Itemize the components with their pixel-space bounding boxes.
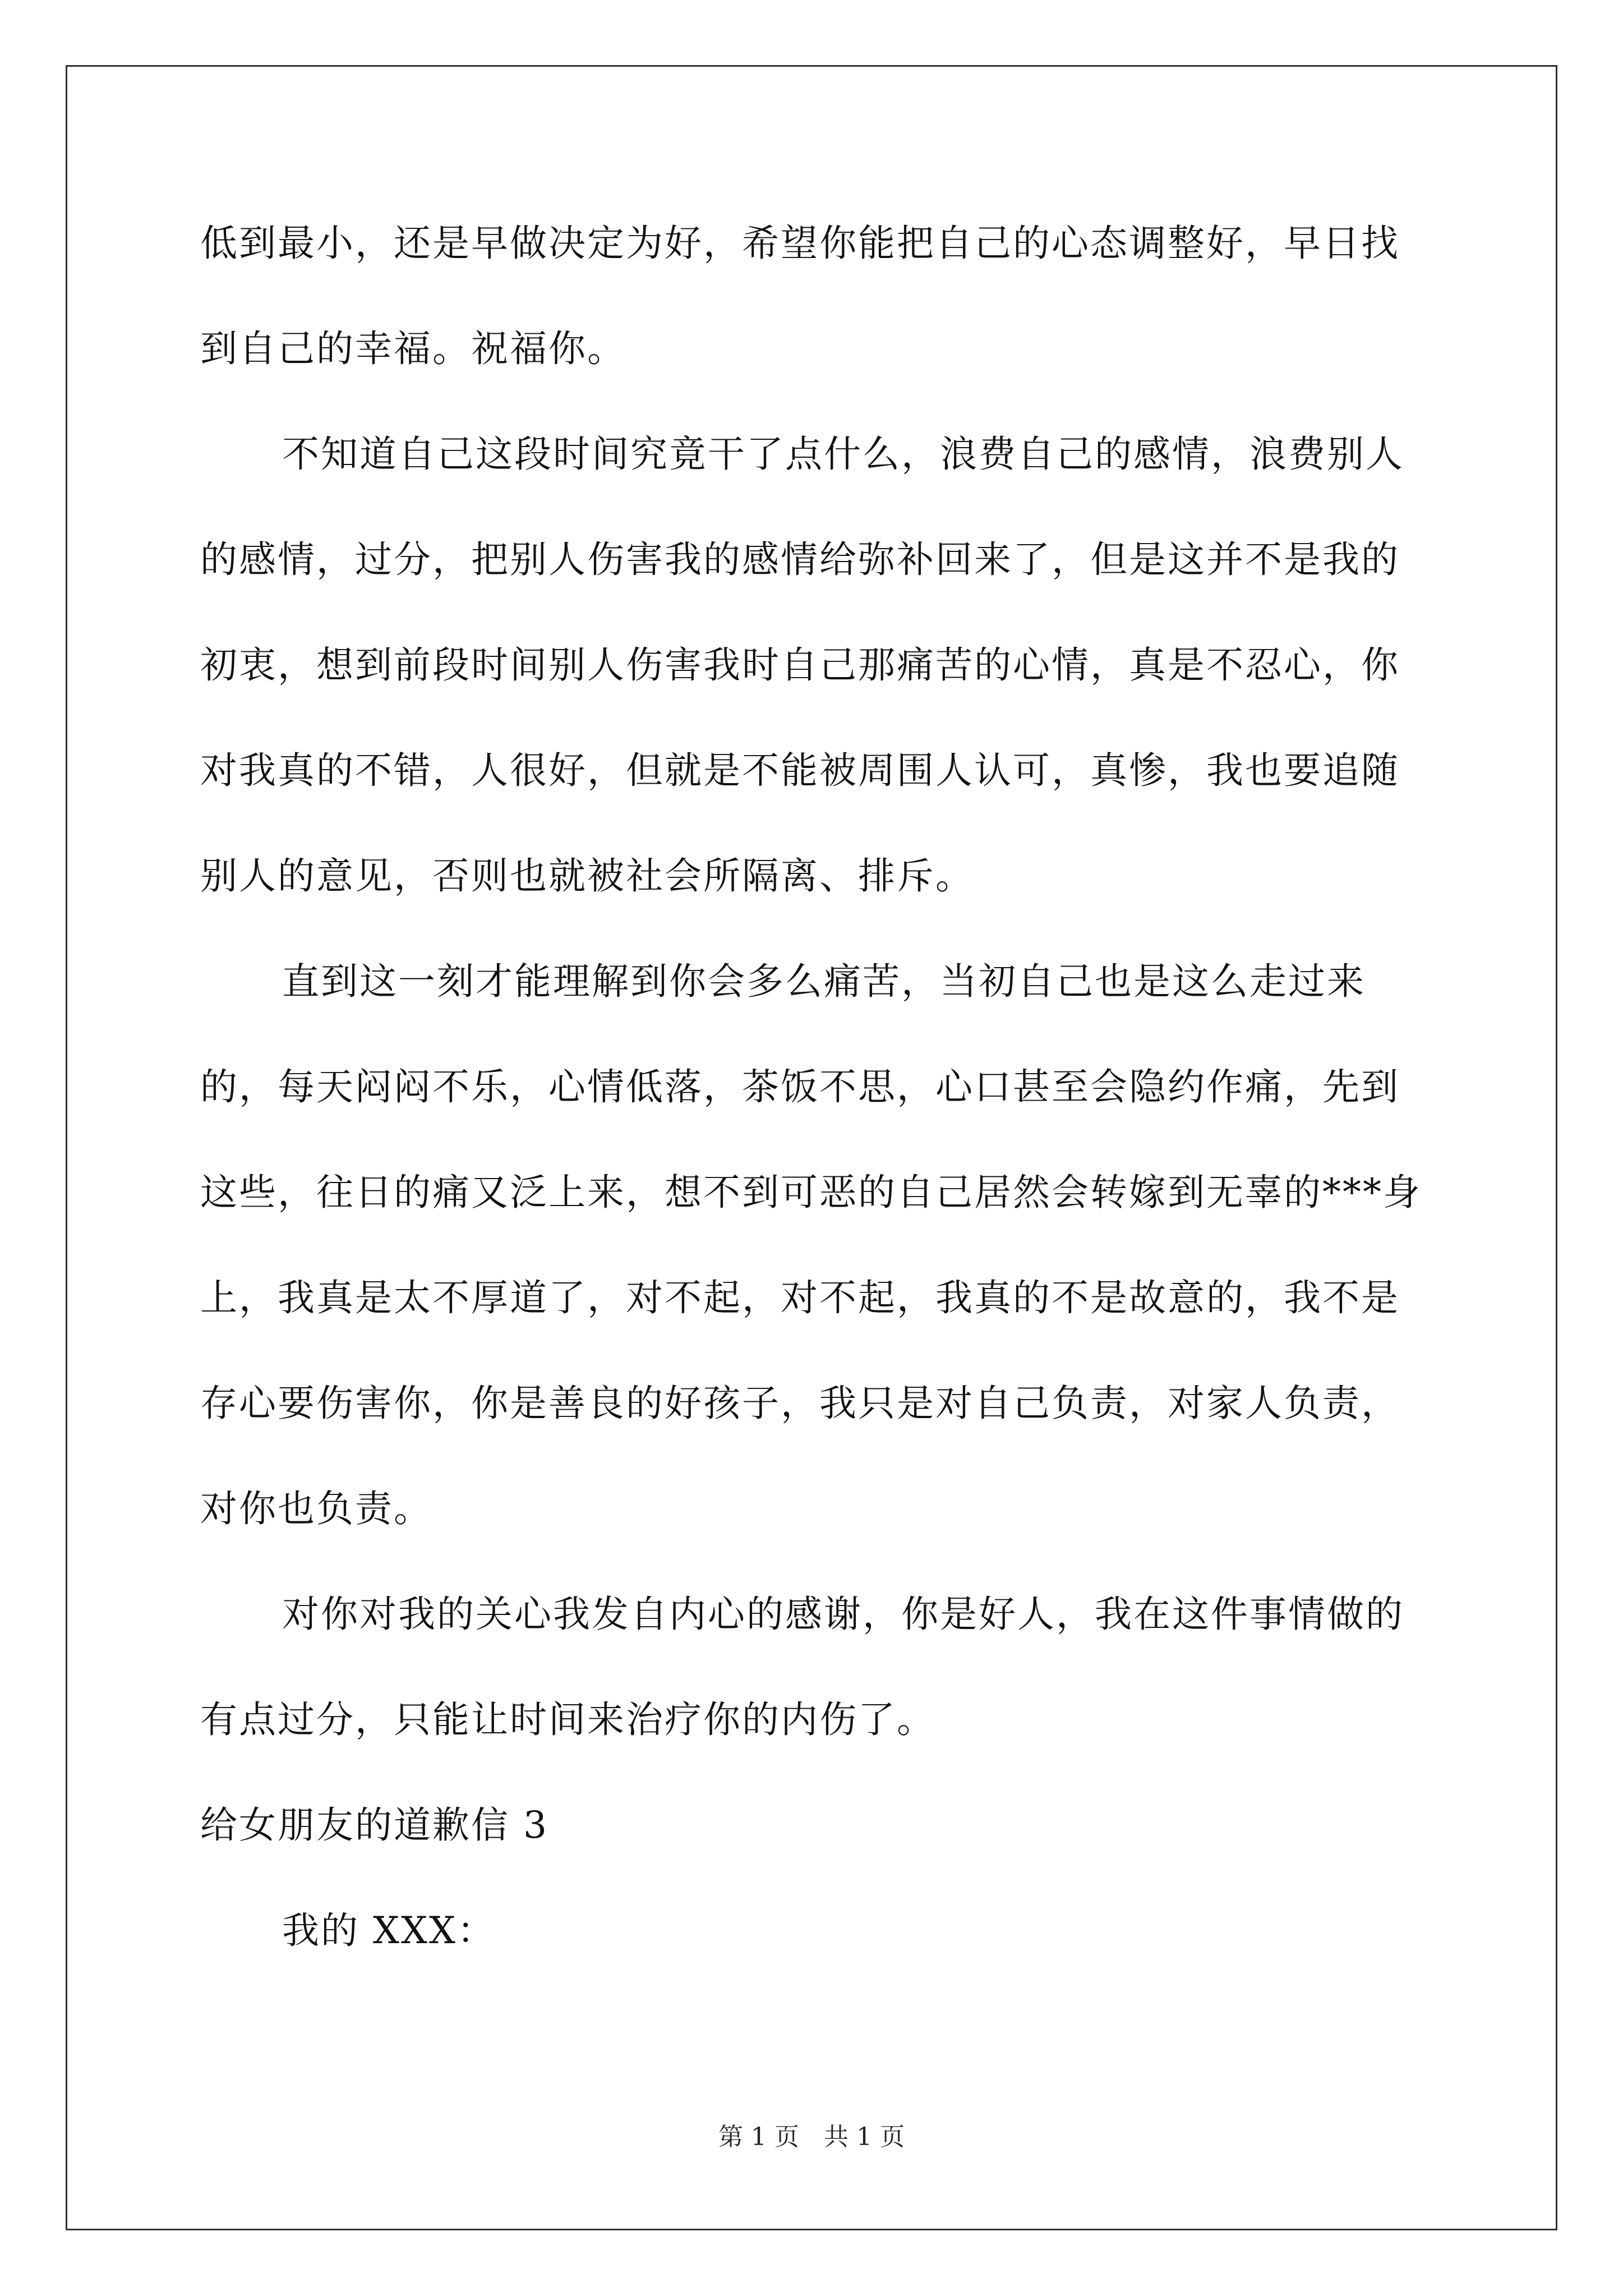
page-footer: 第 1 页 共 1 页: [718, 2123, 905, 2151]
paragraph-3: 直到这一刻才能理解到你会多么痛苦，当初自己也是这么走过来的，每天闷闷不乐，心情低落，茶饭不思，心口甚至会隐约作痛，先到这些，往日的痛又泛上来，想不到可恶的自己居然会转嫁到无辜的***身上，我真是太不厚道了，对不起，对不起，我真的不是故意的，我不是存心要伤害你，你是善良的好孩子，我只是对自己负责，对家人负责，对你也负责。: [200, 960, 1422, 1530]
document-body: [200, 191, 1434, 1984]
paragraph-4: 对你对我的关心我发自内心的感谢，你是好人，我在这件事情做的有点过分，只能让时间来治疗你的内伤了。: [200, 1593, 1404, 1741]
paragraph-2: 不知道自己这段时间究竟干了点什么，浪费自己的感情，浪费别人的感情，过分，把别人伤害我的感情给弥补回来了，但是这并不是我的初衷，想到前段时间别人伤害我时自己那痛苦的心情，真是不忍心，你对我真的不错，人很好，但就是不能被周围人认可，真惨，我也要追随别人的意见，否则也就被社会所隔离、排斥。: [200, 432, 1404, 898]
paragraph-1: 低到最小，还是早做决定为好，希望你能把自己的心态调整好，早日找到自己的幸福。祝福你。: [200, 222, 1400, 370]
salutation: 我的 XXX：: [282, 1909, 496, 1952]
section-heading: 给女朋友的道歉信 3: [200, 1803, 548, 1847]
